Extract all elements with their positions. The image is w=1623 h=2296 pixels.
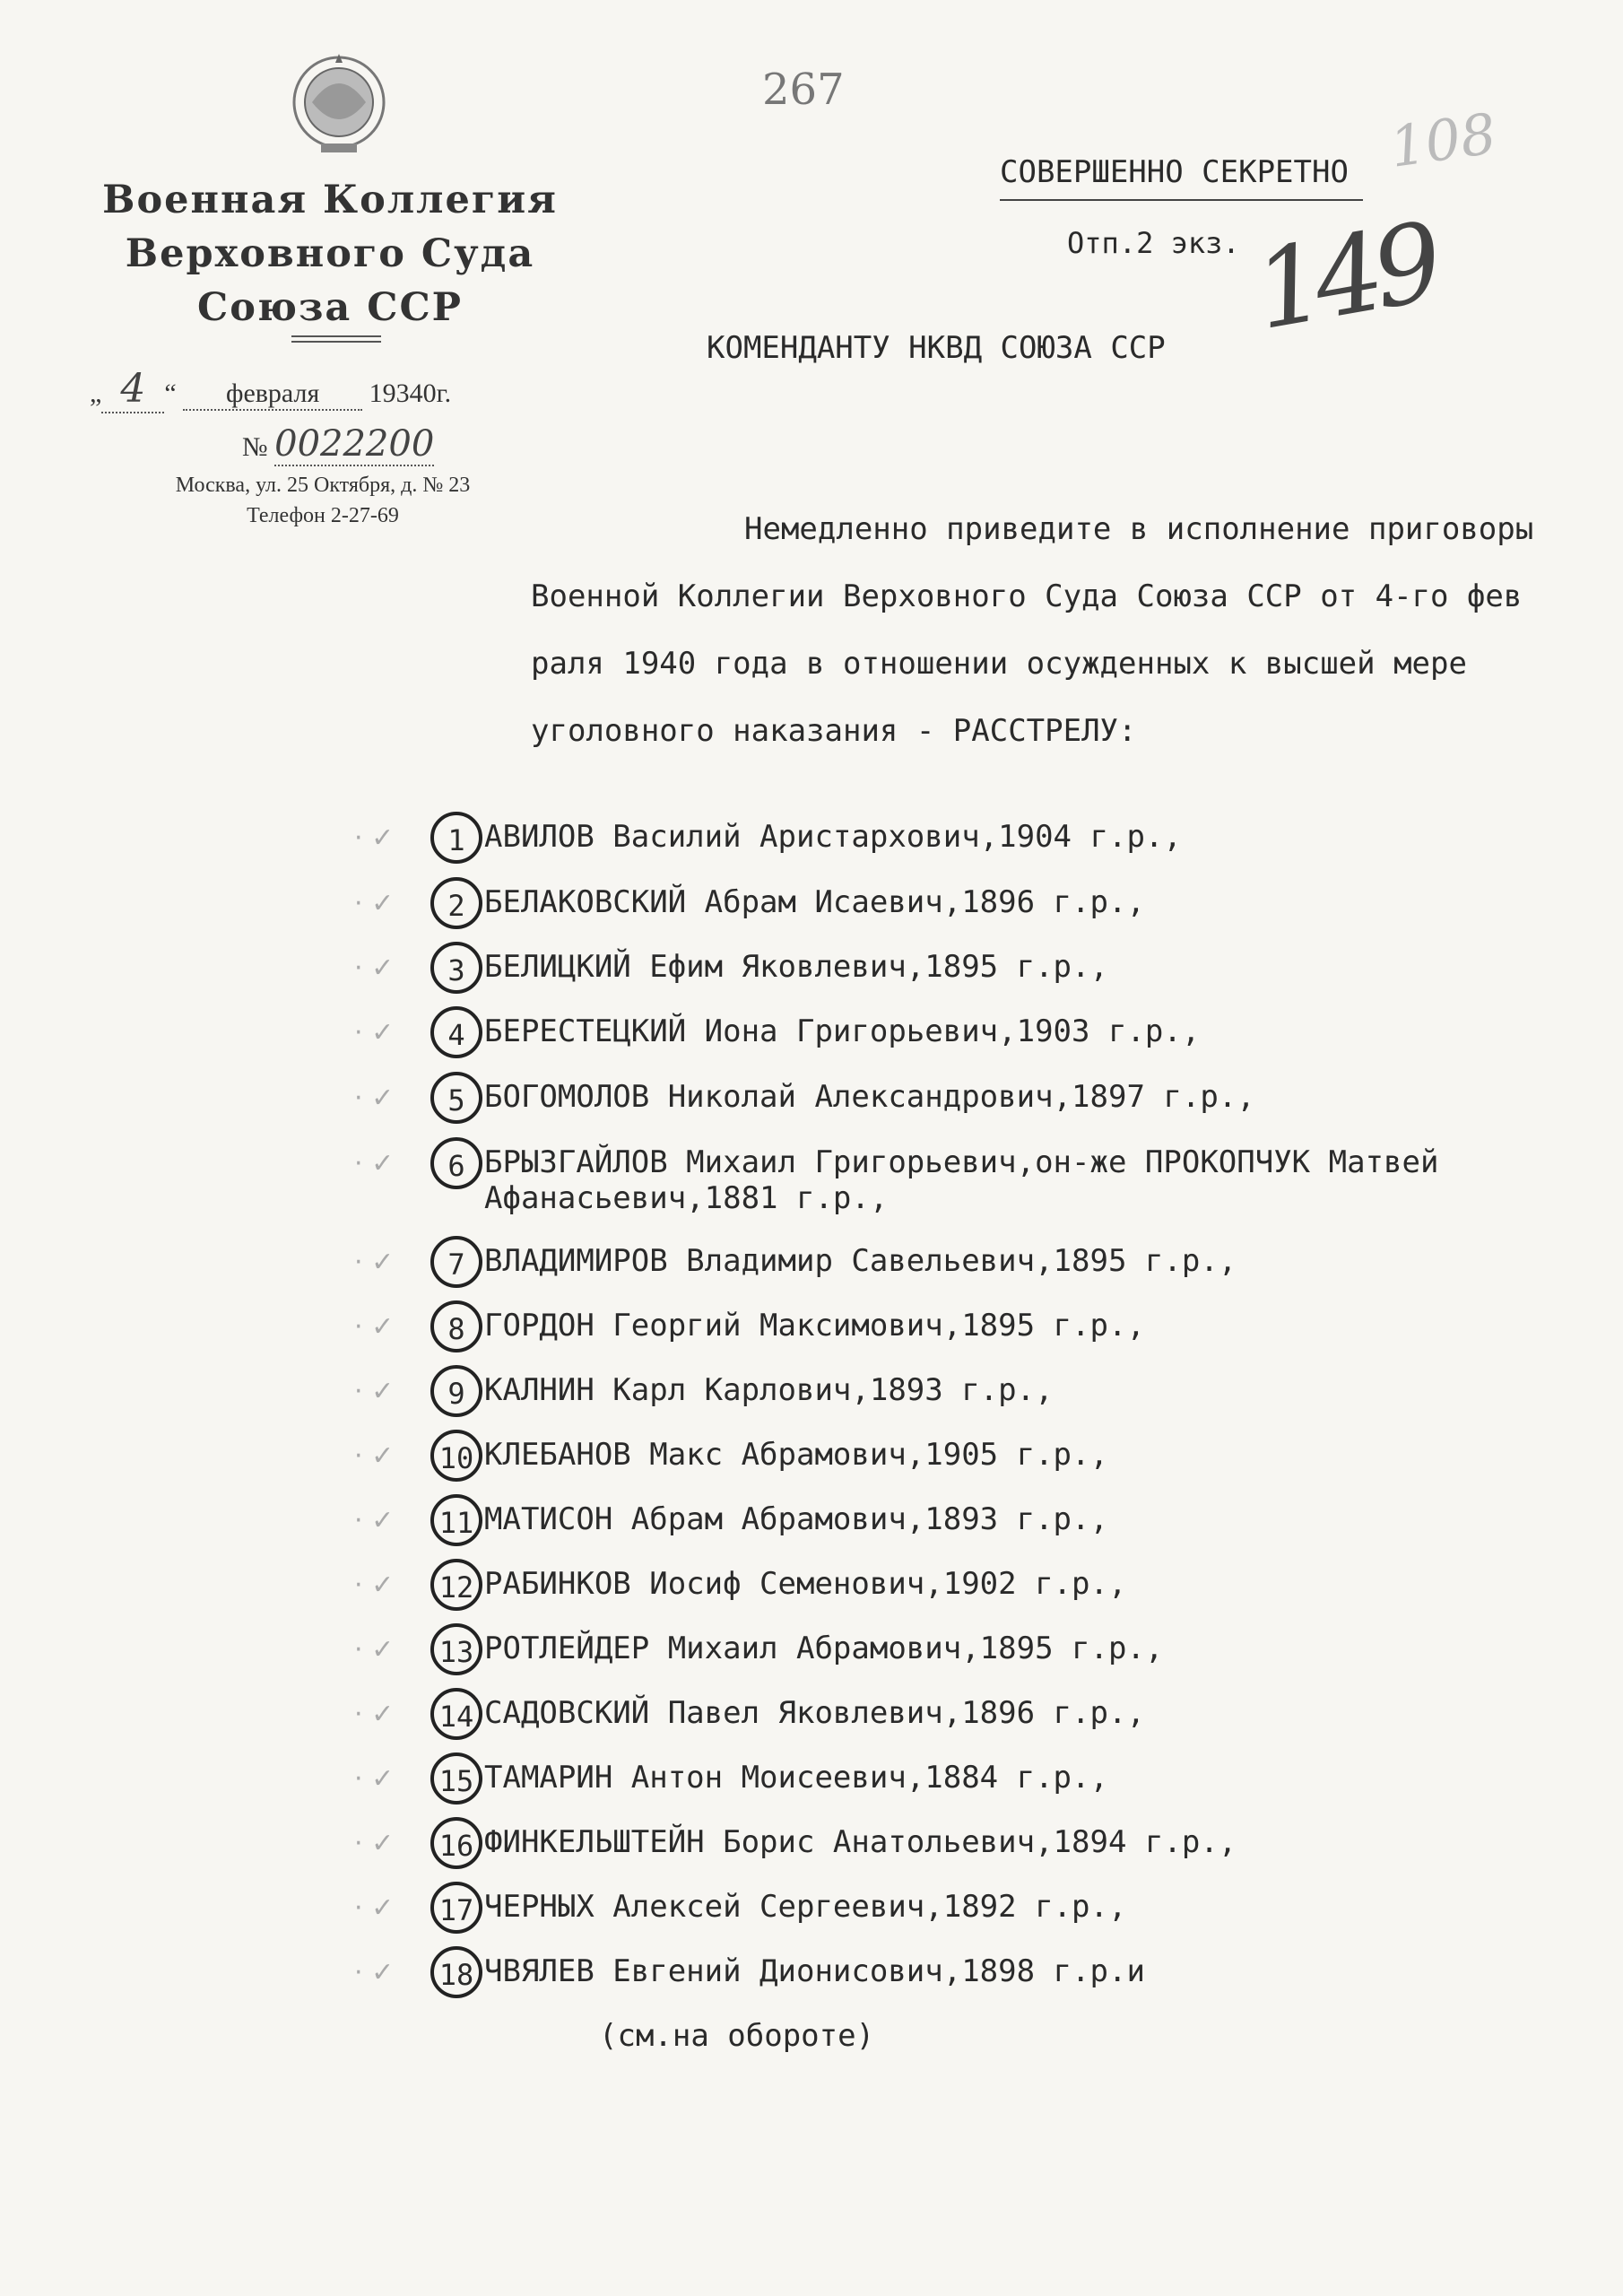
- date-year-unit: г.: [436, 378, 452, 408]
- check-mark-icon: · ✓: [354, 888, 395, 919]
- item-number-circle: 14: [430, 1688, 482, 1740]
- classification-stamp: СОВЕРШЕННО СЕКРЕТНО: [1000, 154, 1349, 190]
- check-mark-icon: · ✓: [354, 1634, 395, 1665]
- list-item: КАЛНИН Карл Карлович,1893 г.р.,: [484, 1372, 1054, 1408]
- classification-underline: [1000, 199, 1363, 201]
- list-item: ЧВЯЛЕВ Евгений Дионисович,1898 г.р.и: [484, 1953, 1145, 1989]
- item-number-circle: 10: [430, 1430, 482, 1482]
- check-mark-icon: · ✓: [354, 1017, 395, 1048]
- check-mark-icon: · ✓: [354, 1763, 395, 1795]
- footer-note: (см.на обороте): [599, 2018, 875, 2054]
- body-line-4: уголовного наказания - РАССТРЕЛУ:: [531, 713, 1137, 749]
- item-number-circle: 4: [430, 1006, 482, 1058]
- list-item: САДОВСКИЙ Павел Яковлевич,1896 г.р.,: [484, 1695, 1145, 1731]
- item-number-circle: 3: [430, 942, 482, 994]
- page-number: 267: [762, 65, 845, 115]
- handwritten-archive-number: 149: [1245, 200, 1444, 355]
- body-line-3: раля 1940 года в отношении осужденных к высшей мере: [531, 646, 1467, 682]
- item-number-circle: 16: [430, 1817, 482, 1869]
- check-mark-icon: · ✓: [354, 1311, 395, 1343]
- check-mark-icon: · ✓: [354, 1699, 395, 1730]
- item-number-circle: 2: [430, 877, 482, 929]
- list-item-continuation: Афанасьевич,1881 г.р.,: [484, 1180, 889, 1216]
- list-item: КЛЕБАНОВ Макс Абрамович,1905 г.р.,: [484, 1437, 1108, 1473]
- list-item: БРЫЗГАЙЛОВ Михаил Григорьевич,он-же ПРОКОПЧУК Матвей: [484, 1144, 1439, 1180]
- handwritten-number: 108: [1385, 100, 1500, 180]
- number-value: 0022200: [274, 423, 435, 465]
- list-item: БОГОМОЛОВ Николай Александрович,1897 г.р.,: [484, 1079, 1255, 1115]
- check-mark-icon: · ✓: [354, 1083, 395, 1114]
- date-month: февраля: [183, 378, 362, 411]
- item-number-circle: 17: [430, 1882, 482, 1934]
- item-number-circle: 8: [430, 1300, 482, 1352]
- date-year-suffix: 40: [409, 378, 437, 408]
- check-mark-icon: · ✓: [354, 1440, 395, 1472]
- list-item: ТАМАРИН Антон Моисеевич,1884 г.р.,: [484, 1760, 1108, 1796]
- org-name-line-1: Военная Коллегия: [102, 178, 558, 222]
- item-number-circle: 18: [430, 1946, 482, 1998]
- date-line: „ 4 “ февраля 19340г.: [90, 366, 452, 412]
- list-item: ФИНКЕЛЬШТЕЙН Борис Анатольевич,1894 г.р.,: [484, 1824, 1237, 1860]
- item-number-circle: 7: [430, 1236, 482, 1288]
- list-item: ЧЕРНЫХ Алексей Сергеевич,1892 г.р.,: [484, 1889, 1127, 1925]
- list-item: РАБИНКОВ Иосиф Семенович,1902 г.р.,: [484, 1566, 1127, 1602]
- org-divider: [291, 341, 381, 343]
- org-phone: Телефон 2-27-69: [247, 504, 399, 527]
- state-emblem-icon: [285, 47, 393, 163]
- check-mark-icon: · ✓: [354, 952, 395, 984]
- item-number-circle: 5: [430, 1072, 482, 1124]
- list-item: РОТЛЕЙДЕР Михаил Абрамович,1895 г.р.,: [484, 1631, 1164, 1666]
- check-mark-icon: · ✓: [354, 1828, 395, 1859]
- list-item: ГОРДОН Георгий Максимович,1895 г.р.,: [484, 1308, 1145, 1344]
- body-line-2: Военной Коллегии Верховного Суда Союза ССР от 4-го фев: [531, 578, 1523, 614]
- item-number-circle: 12: [430, 1559, 482, 1611]
- check-mark-icon: · ✓: [354, 1892, 395, 1924]
- item-number-circle: 6: [430, 1137, 482, 1189]
- list-item: ВЛАДИМИРОВ Владимир Савельевич,1895 г.р.,: [484, 1243, 1237, 1279]
- list-item: МАТИСОН Абрам Абрамович,1893 г.р.,: [484, 1501, 1108, 1537]
- date-day: 4: [101, 366, 164, 413]
- addressee: КОМЕНДАНТУ НКВД СОЮЗА ССР: [707, 330, 1166, 366]
- check-mark-icon: · ✓: [354, 1570, 395, 1601]
- org-divider: [291, 335, 381, 337]
- list-item: БЕЛИЦКИЙ Ефим Яковлевич,1895 г.р.,: [484, 949, 1108, 985]
- item-number-circle: 1: [430, 812, 482, 864]
- item-number-circle: 11: [430, 1494, 482, 1546]
- org-name-line-2: Верховного Суда: [125, 231, 535, 276]
- check-mark-icon: · ✓: [354, 1505, 395, 1536]
- copies-note: Отп.2 экз.: [1067, 226, 1240, 260]
- date-year-prefix: 193: [369, 378, 410, 408]
- check-mark-icon: · ✓: [354, 1247, 395, 1278]
- check-mark-icon: · ✓: [354, 1376, 395, 1407]
- item-number-circle: 9: [430, 1365, 482, 1417]
- number-label: №: [242, 432, 268, 462]
- org-address: Москва, ул. 25 Октября, д. № 23: [175, 474, 471, 497]
- list-item: АВИЛОВ Василий Аристархович,1904 г.р.,: [484, 819, 1182, 855]
- check-mark-icon: · ✓: [354, 1148, 395, 1179]
- check-mark-icon: · ✓: [354, 822, 395, 854]
- item-number-circle: 15: [430, 1752, 482, 1805]
- org-name-line-3: Союза ССР: [196, 285, 464, 330]
- check-mark-icon: · ✓: [354, 1957, 395, 1988]
- document-number: [242, 423, 434, 465]
- body-line-1: Немедленно приведите в исполнение приговоры: [744, 511, 1534, 547]
- list-item: БЕЛАКОВСКИЙ Абрам Исаевич,1896 г.р.,: [484, 884, 1145, 920]
- list-item: БЕРЕСТЕЦКИЙ Иона Григорьевич,1903 г.р.,: [484, 1013, 1201, 1049]
- item-number-circle: 13: [430, 1623, 482, 1675]
